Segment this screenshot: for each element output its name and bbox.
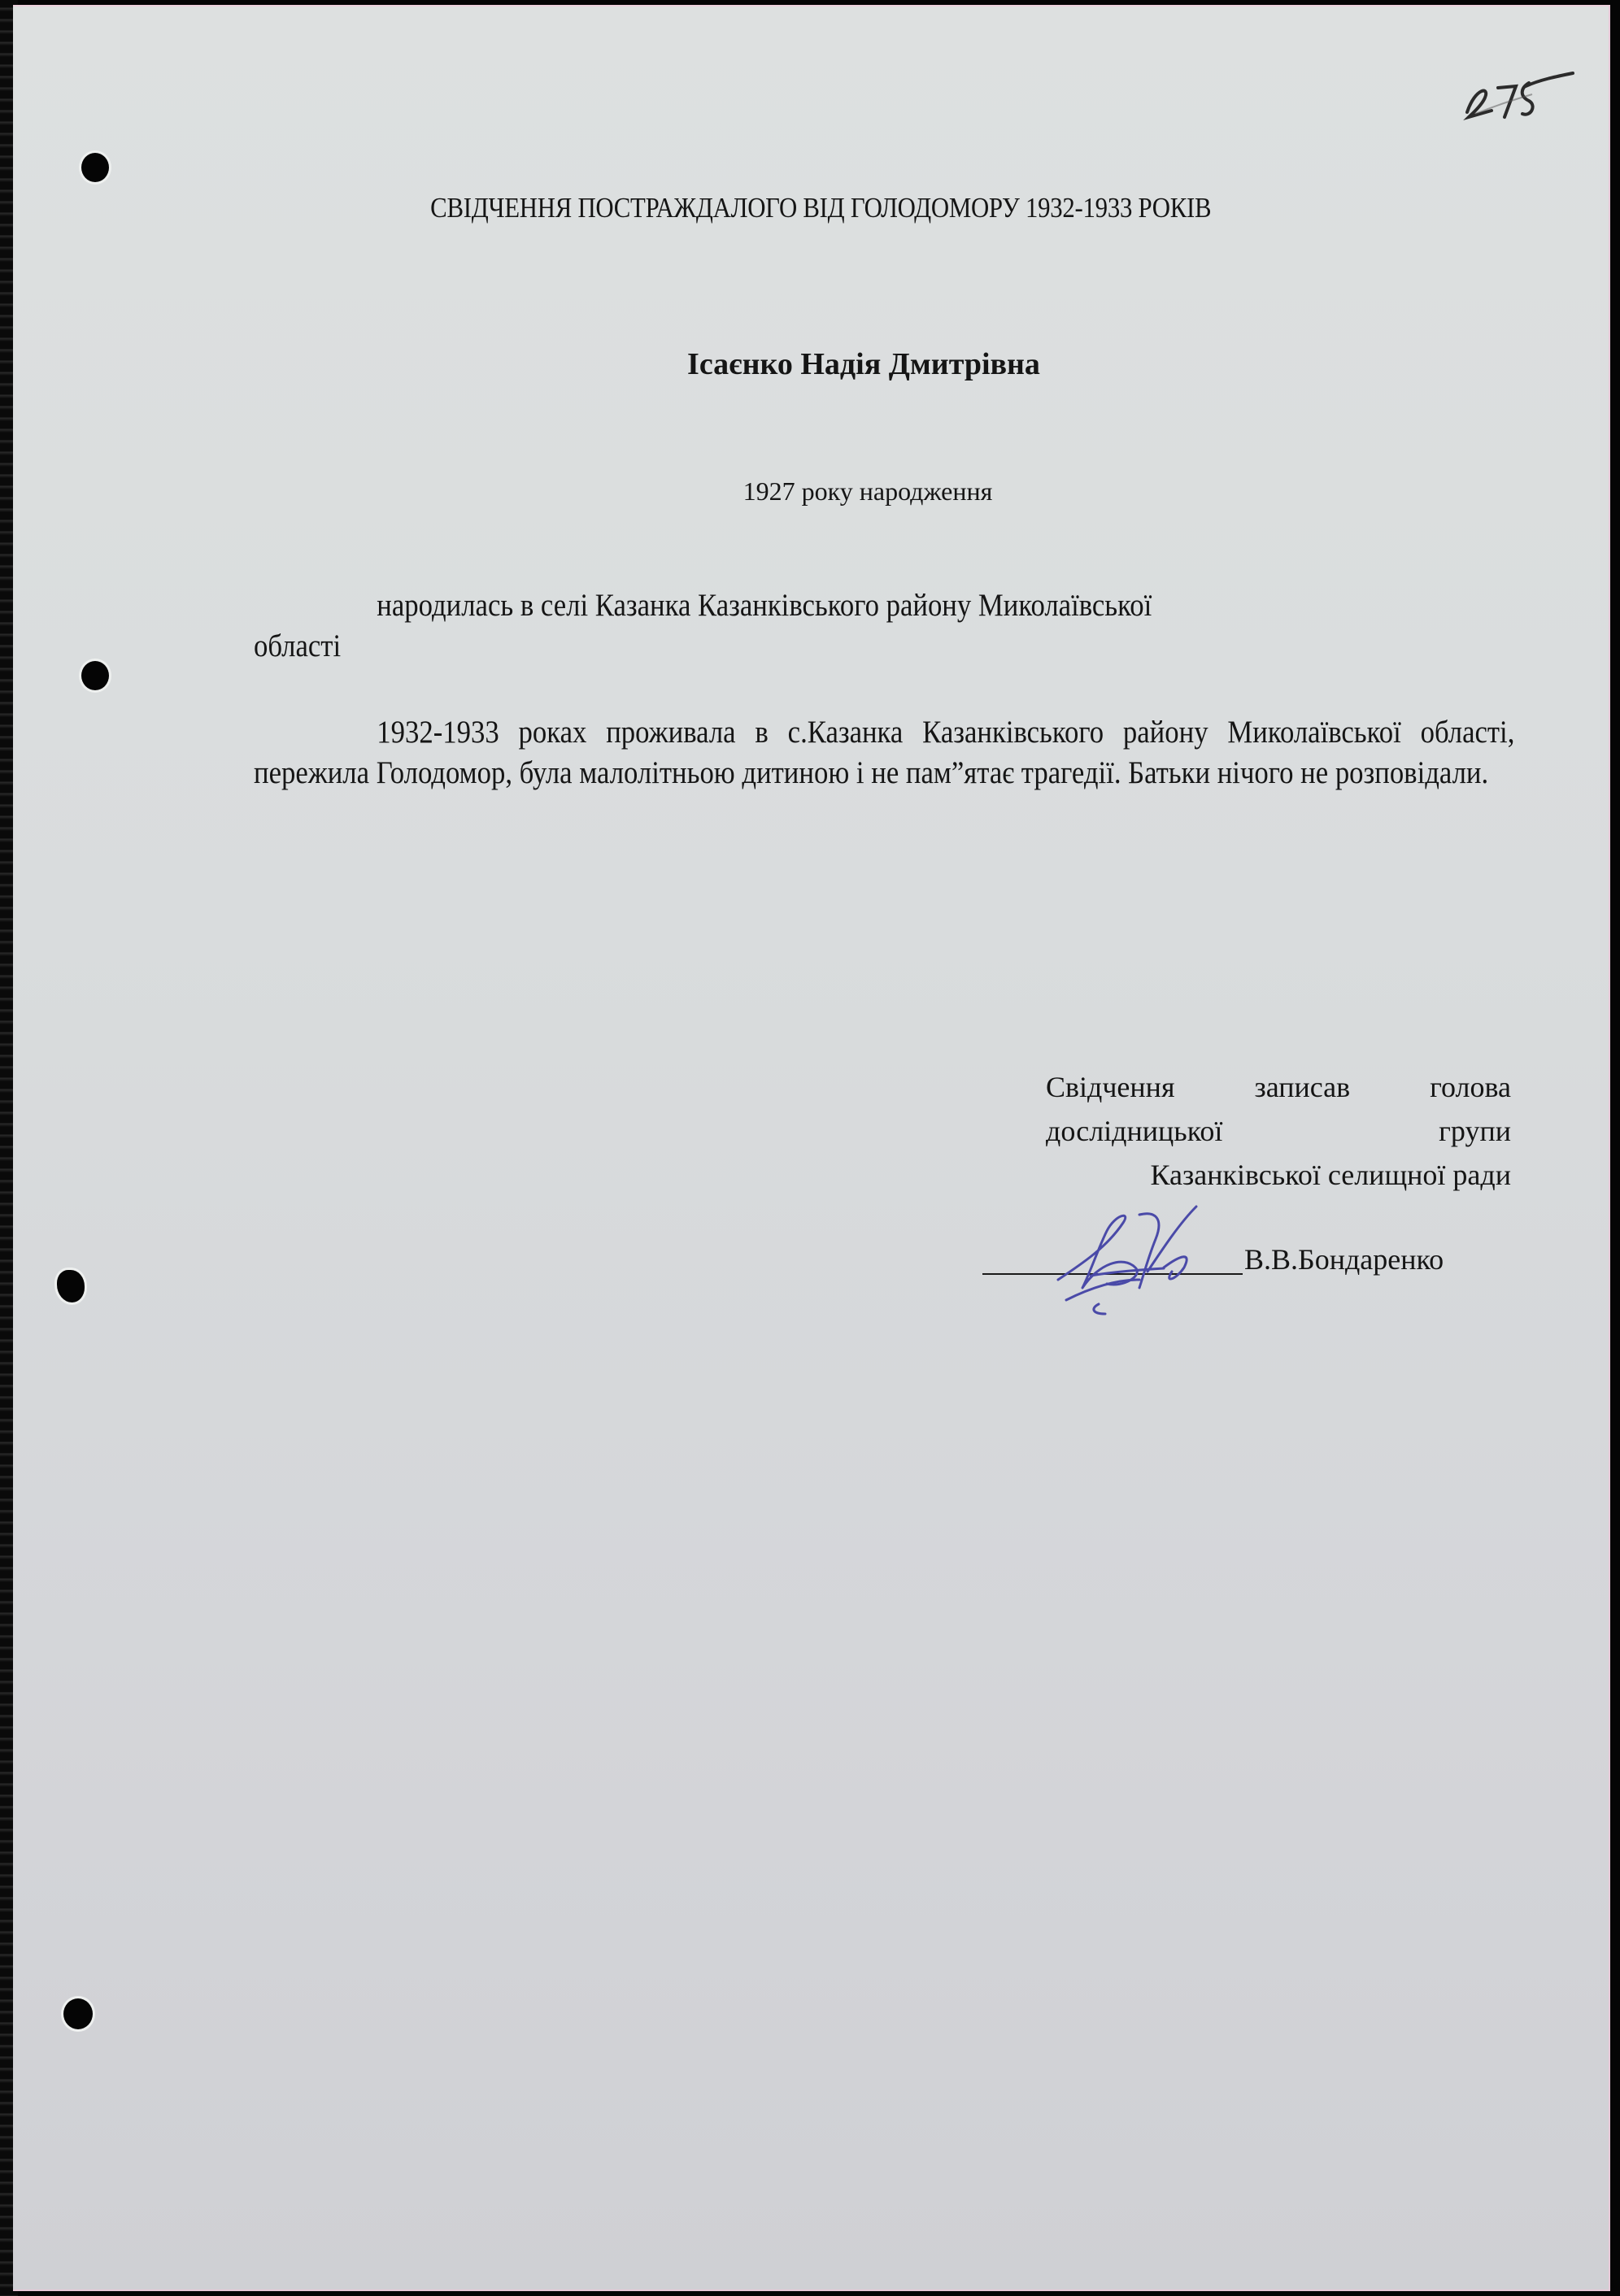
handwritten-page-number [1451,63,1581,128]
recorder-block [1046,1065,1511,1197]
punch-hole [57,1270,85,1302]
birth-year: 1927 року народження [742,476,993,506]
recorder-line-2: дослідницької групи [1046,1115,1511,1147]
testimony-text: 1932-1933 роках проживала в с.Казанка Казанківського району Миколаївської області, пережила Голодомор, була малолітньою дитиною і не пам”ятає трагедії. Батьки нічого не розповідали. [254,715,1515,790]
birthplace-continuation: області [254,628,342,663]
signer-name: В.В.Бондаренко [1244,1243,1444,1276]
testimony-paragraph [254,712,1514,794]
recorder-line-3: Казанківської селищної ради [1150,1159,1511,1191]
punch-hole [81,153,109,182]
document-page [13,5,1610,2291]
document-title: СВІДЧЕННЯ ПОСТРАЖДАЛОГО ВІД ГОЛОДОМОРУ 1932-1933 РОКІВ [430,192,1212,224]
birthplace-first-line: народилась в селі Казанка Казанківського району Миколаївської [377,588,1152,623]
handwritten-signature [1042,1198,1229,1320]
punch-hole [63,1998,93,2029]
birthplace-paragraph [254,585,1514,667]
punch-hole [81,661,109,690]
recorder-line-1: Свідчення записав голова [1046,1071,1511,1103]
witness-name: Ісаєнко Надія Дмитрівна [687,347,1040,381]
